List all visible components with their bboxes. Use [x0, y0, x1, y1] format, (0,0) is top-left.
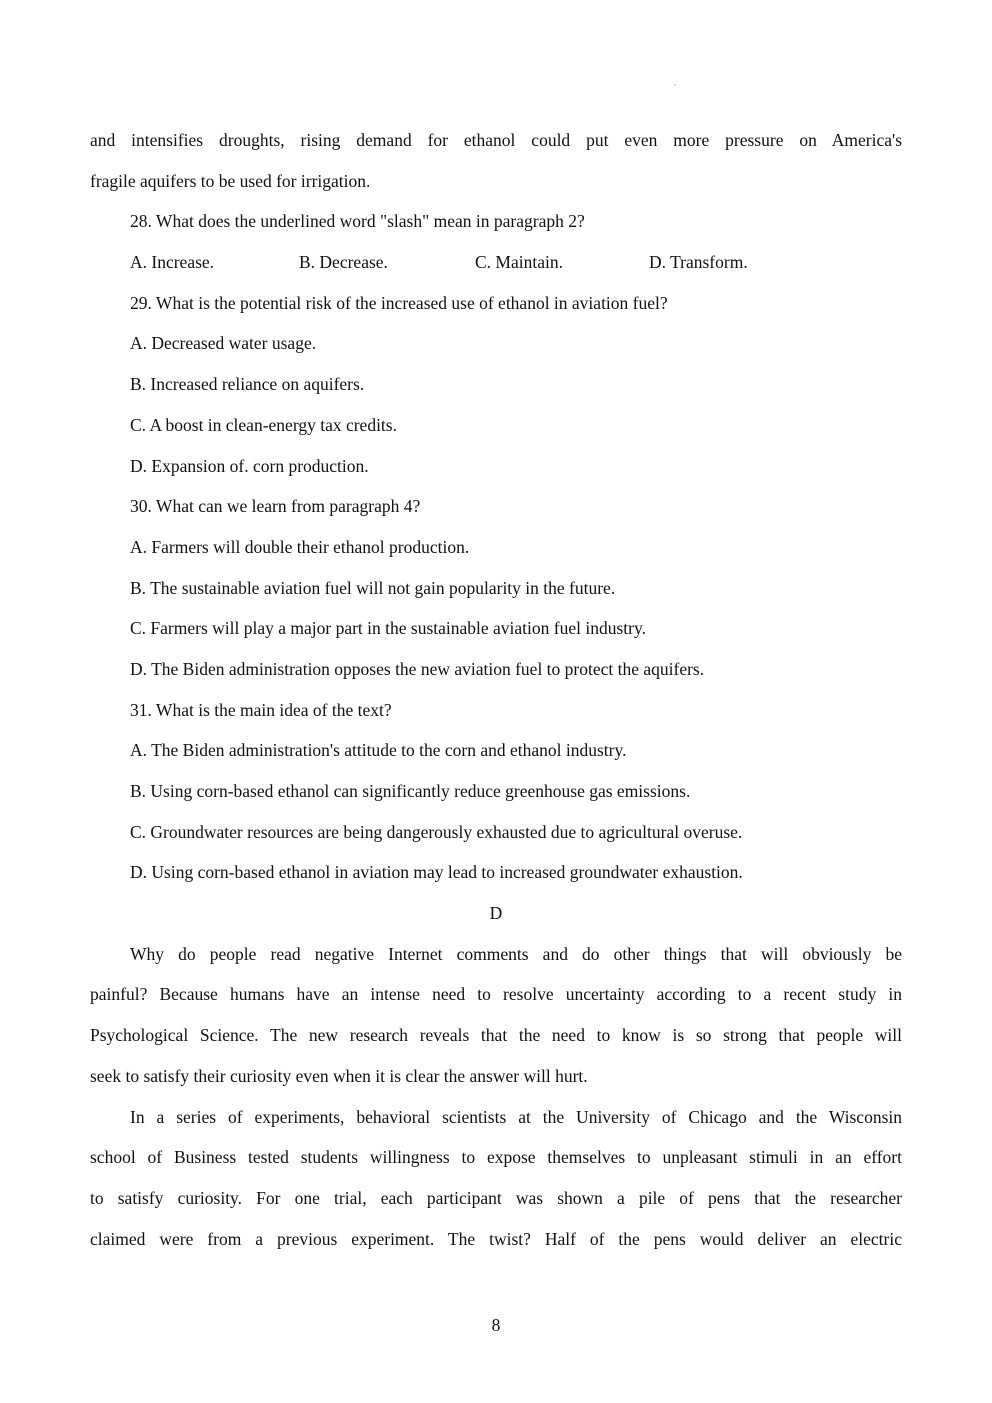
option-a[interactable]: A. Farmers will double their ethanol production.: [130, 536, 470, 557]
passage-d-line: painful? Because humans have an intense need to resolve uncertainty according to a recent study in: [90, 984, 902, 1005]
option-d[interactable]: D. Using corn-based ethanol in aviation may lead to increased groundwater exhaustion.: [130, 862, 743, 883]
section-d-heading: D: [489, 903, 503, 924]
option-b[interactable]: B. Increased reliance on aquifers.: [130, 374, 365, 395]
passage-d-line: school of Business tested students willingness to expose themselves to unpleasant stimuli in an effort: [90, 1147, 902, 1168]
passage-d-line: Why do people read negative Internet comments and do other things that will obviously be: [130, 943, 902, 964]
passage-d-line: In a series of experiments, behavioral scientists at the University of Chicago and the Wisconsin: [130, 1106, 902, 1127]
option-c[interactable]: C. Groundwater resources are being dangerously exhausted due to agricultural overuse.: [130, 821, 743, 842]
scan-speck: [674, 84, 676, 86]
option-b[interactable]: B. The sustainable aviation fuel will not gain popularity in the future.: [130, 577, 616, 598]
option-c[interactable]: C. Maintain.: [475, 252, 563, 273]
passage-c-line: and intensifies droughts, rising demand for ethanol could put even more pressure on America's: [90, 130, 902, 150]
passage-d-line: claimed were from a previous experiment. The twist? Half of the pens would deliver an electric: [90, 1228, 902, 1249]
option-d[interactable]: D. Expansion of. corn production.: [130, 455, 369, 476]
question-28-options: [90, 242, 902, 283]
page-number: 8: [491, 1315, 501, 1335]
question-30-stem: 30. What can we learn from paragraph 4?: [130, 496, 421, 517]
option-a[interactable]: A. Decreased water usage.: [130, 333, 317, 354]
passage-d-line: to satisfy curiosity. For one trial, each participant was shown a pile of pens that the researcher: [90, 1187, 902, 1208]
passage-d-line: seek to satisfy their curiosity even when it is clear the answer will hurt.: [90, 1065, 588, 1086]
option-d[interactable]: D. Transform.: [649, 252, 748, 273]
question-28-stem: 28. What does the underlined word "slash" mean in paragraph 2?: [130, 211, 585, 232]
option-b[interactable]: B. Using corn-based ethanol can significantly reduce greenhouse gas emissions.: [130, 781, 691, 801]
question-29-stem: 29. What is the potential risk of the increased use of ethanol in aviation fuel?: [130, 292, 668, 313]
question-31-stem: 31. What is the main idea of the text?: [130, 699, 392, 720]
option-b[interactable]: B. Decrease.: [299, 252, 388, 273]
option-c[interactable]: C. A boost in clean-energy tax credits.: [130, 414, 397, 435]
option-a[interactable]: A. Increase.: [130, 252, 215, 273]
option-c[interactable]: C. Farmers will play a major part in the sustainable aviation fuel industry.: [130, 618, 646, 639]
passage-c-line: fragile aquifers to be used for irrigation.: [90, 170, 371, 191]
passage-d-line: Psychological Science. The new research reveals that the need to know is so strong that people will: [90, 1025, 902, 1046]
option-a[interactable]: A. The Biden administration's attitude to the corn and ethanol industry.: [130, 740, 627, 761]
exam-page-content: [90, 120, 902, 1259]
option-d[interactable]: D. The Biden administration opposes the new aviation fuel to protect the aquifers.: [130, 658, 705, 679]
